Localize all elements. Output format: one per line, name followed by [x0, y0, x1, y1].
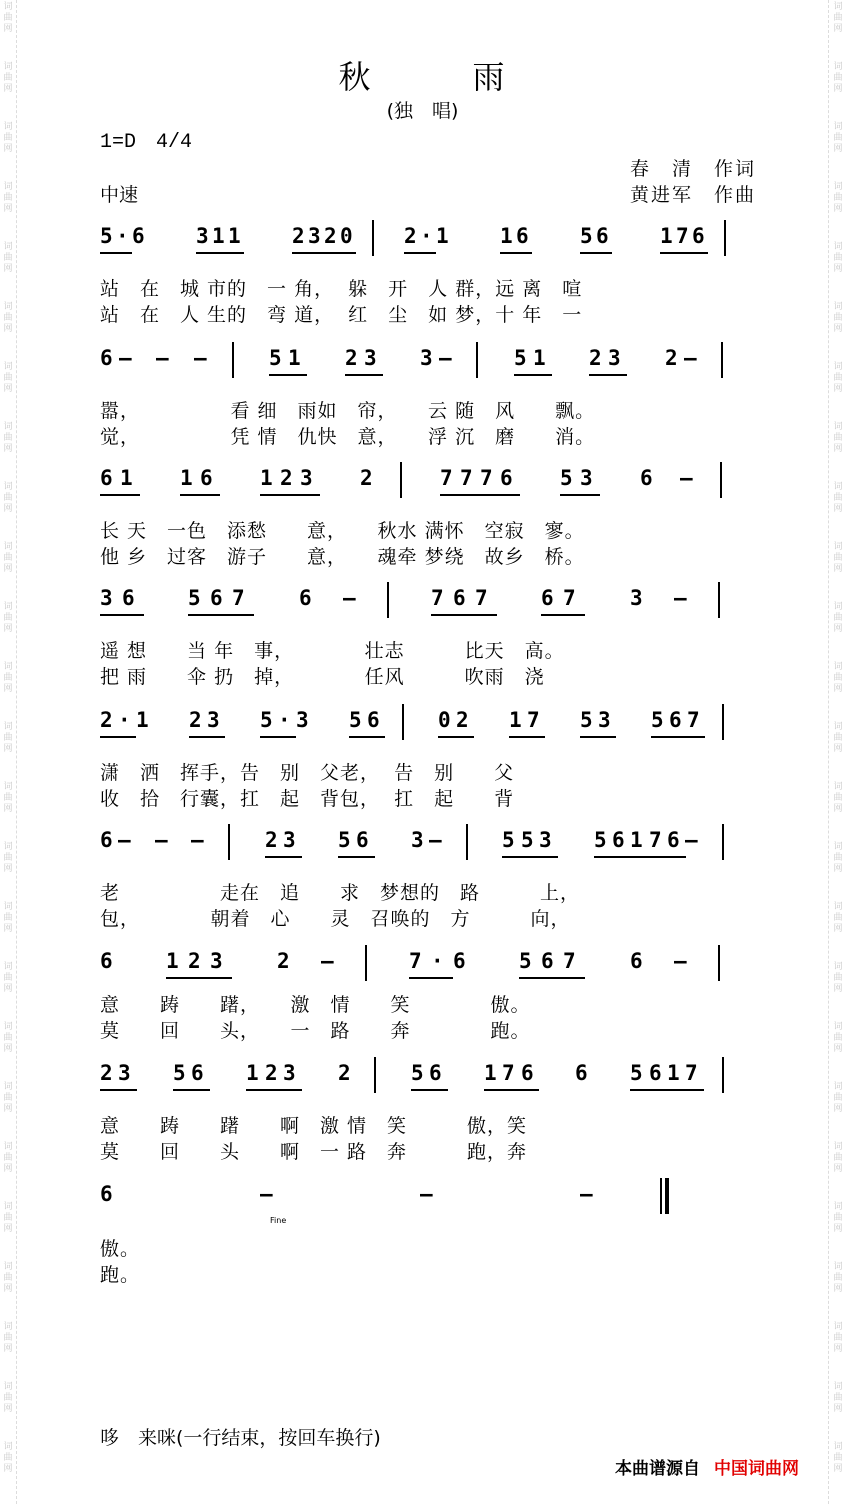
bar-line	[721, 342, 723, 378]
beam-line	[280, 494, 320, 496]
score-line-3	[100, 460, 740, 506]
lyric-line-8-verse-1: 意 踌 躇 啊 激 情 笑 傲，笑	[100, 1115, 528, 1137]
lyric-line-1-verse-1: 站 在 城 市的 一 角， 躲 开 人 群，远 离 喧	[100, 278, 583, 300]
note: —	[118, 828, 131, 852]
note: —	[685, 828, 698, 852]
note: 6	[356, 828, 369, 852]
note: —	[155, 828, 168, 852]
note: 6	[132, 224, 145, 248]
source-site-link[interactable]: 中国词曲网	[714, 1459, 799, 1479]
note: 6	[612, 828, 625, 852]
note: —	[680, 466, 693, 490]
note: —	[260, 1182, 273, 1206]
watermark-text: 词 曲 网	[3, 782, 13, 814]
note: 6	[521, 1061, 534, 1085]
note: 2	[345, 346, 358, 370]
watermark-text: 词 曲 网	[3, 422, 13, 454]
beam-line	[260, 736, 296, 738]
beam-line	[180, 494, 220, 496]
beam-line	[411, 1089, 448, 1091]
lyric-line-7-verse-1: 意 踌 躇， 激 情 笑 傲。	[100, 994, 531, 1016]
note: 1	[630, 828, 643, 852]
note: 2	[324, 224, 337, 248]
watermark-text: 词 曲 网	[3, 1322, 13, 1354]
note: 5	[411, 1061, 424, 1085]
note: 0	[340, 224, 353, 248]
note: 3	[608, 346, 621, 370]
note: 5	[630, 1061, 643, 1085]
note: 1	[180, 466, 193, 490]
lyric-line-9-verse-2: 跑。	[100, 1264, 141, 1286]
watermark-text: 词 曲 网	[833, 182, 843, 214]
watermark-text: 词 曲 网	[3, 62, 13, 94]
beam-line	[404, 252, 436, 254]
note: 5	[521, 828, 534, 852]
beam-line	[409, 977, 453, 979]
song-subtitle: (独 唱)	[386, 100, 459, 122]
beam-line	[189, 736, 225, 738]
note: 6	[692, 224, 705, 248]
beam-line	[188, 977, 232, 979]
beam-line	[100, 1089, 137, 1091]
watermark-text: 词 曲 网	[833, 902, 843, 934]
note: 1	[660, 224, 673, 248]
note: ·	[278, 708, 291, 732]
note: 3	[411, 828, 424, 852]
note: 5	[519, 949, 532, 973]
note: 2	[277, 949, 290, 973]
right-watermark-strip	[828, 0, 845, 1504]
beam-line	[349, 736, 385, 738]
note: —	[321, 949, 334, 973]
note: 3	[420, 346, 433, 370]
watermark-text: 词 曲 网	[833, 542, 843, 574]
beam-line	[269, 374, 307, 376]
note: 5	[349, 708, 362, 732]
watermark-text: 词 曲 网	[3, 902, 13, 934]
watermark-text: 词 曲 网	[3, 1142, 13, 1174]
note: 1	[288, 346, 301, 370]
note: 6	[453, 949, 466, 973]
watermark-text: 词 曲 网	[3, 542, 13, 574]
lyric-line-3-verse-2: 他 乡 过客 游子 意， 魂牵 梦绕 故乡 桥。	[100, 546, 585, 568]
bar-line	[365, 945, 367, 981]
lyric-line-2-verse-2: 觉， 凭 情 仇快 意， 浮 沉 磨 消。	[100, 426, 596, 448]
note: 1	[120, 466, 133, 490]
bar-line	[372, 220, 374, 256]
note: 5	[188, 586, 201, 610]
watermark-text: 词 曲 网	[3, 1382, 13, 1414]
note: 6	[299, 586, 312, 610]
note: 6	[100, 466, 113, 490]
note: 2	[189, 708, 202, 732]
note: 1	[509, 708, 522, 732]
bar-line	[722, 1057, 724, 1093]
note: 3	[118, 1061, 131, 1085]
watermark-text: 词 曲 网	[3, 602, 13, 634]
note: —	[156, 346, 169, 370]
beam-line	[212, 252, 244, 254]
note: 3	[630, 586, 643, 610]
beam-line	[509, 736, 545, 738]
watermark-text: 词 曲 网	[833, 1322, 843, 1354]
note: 6	[630, 949, 643, 973]
beam-line	[100, 614, 144, 616]
beam-line	[480, 494, 520, 496]
note: 5	[173, 1061, 186, 1085]
tempo-marking: 中速	[100, 184, 139, 206]
watermark-text: 词 曲 网	[3, 722, 13, 754]
watermark-text: 词 曲 网	[3, 1022, 13, 1054]
note: 2	[589, 346, 602, 370]
watermark-text: 词 曲 网	[3, 962, 13, 994]
note: 1	[533, 346, 546, 370]
bar-line	[718, 582, 720, 618]
key-signature: 1=D 4/4	[100, 131, 193, 154]
note: 7	[232, 586, 245, 610]
note: 7	[475, 586, 488, 610]
note: 1	[260, 466, 273, 490]
note: 7	[649, 828, 662, 852]
note: 1	[436, 224, 449, 248]
lyric-line-3-verse-1: 长 天 一色 添愁 意， 秋水 满怀 空寂 寥。	[100, 520, 585, 542]
watermark-text: 词 曲 网	[833, 362, 843, 394]
note: 7	[676, 224, 689, 248]
note: 5	[580, 224, 593, 248]
watermark-text: 词 曲 网	[3, 482, 13, 514]
score-line-9	[100, 1176, 740, 1222]
beam-line	[438, 736, 474, 738]
note: 7	[563, 949, 576, 973]
watermark-text: 词 曲 网	[833, 122, 843, 154]
beam-line	[676, 252, 708, 254]
fine-marking: Fine	[270, 1216, 287, 1225]
lyricist-credit: 春 清 作词	[630, 158, 757, 180]
watermark-text: 词 曲 网	[833, 482, 843, 514]
note: 3	[539, 828, 552, 852]
bar-line	[466, 824, 468, 860]
note: 5	[514, 346, 527, 370]
watermark-text: 词 曲 网	[833, 962, 843, 994]
bar-line	[228, 824, 230, 860]
note: 3	[100, 586, 113, 610]
note: 7	[431, 586, 444, 610]
song-title: 秋 雨	[338, 58, 507, 96]
watermark-text: 词 曲 网	[833, 1142, 843, 1174]
watermark-text: 词 曲 网	[833, 1442, 843, 1474]
note: 5	[338, 828, 351, 852]
note: —	[191, 828, 204, 852]
note: 2	[360, 466, 373, 490]
beam-line	[210, 614, 254, 616]
note: 2	[665, 346, 678, 370]
bar-line	[232, 342, 234, 378]
beam-line	[100, 252, 132, 254]
beam-line	[453, 614, 497, 616]
note: 2	[456, 708, 469, 732]
beam-line	[324, 252, 356, 254]
lyric-line-5-verse-1: 潇 洒 挥手，告 别 父老， 告 别 父	[100, 762, 515, 784]
watermark-text: 词 曲 网	[3, 842, 13, 874]
note: —	[580, 1182, 593, 1206]
lyric-line-5-verse-2: 收 拾 行囊，扛 起 背包， 扛 起 背	[100, 788, 515, 810]
lyric-line-6-verse-2: 包， 朝着 心 灵 召唤的 方 向，	[100, 908, 571, 930]
watermark-text: 词 曲 网	[833, 422, 843, 454]
watermark-text: 词 曲 网	[3, 1262, 13, 1294]
bar-line	[720, 462, 722, 498]
bar-line	[722, 824, 724, 860]
watermark-text: 词 曲 网	[3, 122, 13, 154]
note: 6	[100, 346, 113, 370]
bar-line	[722, 704, 724, 740]
watermark-text: 词 曲 网	[3, 1442, 13, 1474]
note: 6	[596, 224, 609, 248]
beam-line	[521, 856, 558, 858]
note: 6	[191, 1061, 204, 1085]
note: 7	[480, 466, 493, 490]
note: 2	[100, 708, 113, 732]
watermark-text: 词 曲 网	[833, 1262, 843, 1294]
note: 6	[541, 586, 554, 610]
note: —	[674, 949, 687, 973]
final-bar-thin	[660, 1178, 662, 1214]
watermark-text: 词 曲 网	[833, 722, 843, 754]
watermark-text: 词 曲 网	[833, 302, 843, 334]
note: ·	[116, 224, 129, 248]
note: 6	[640, 466, 653, 490]
watermark-text: 词 曲 网	[833, 1382, 843, 1414]
watermark-text: 词 曲 网	[3, 362, 13, 394]
input-hint-text: 哆 来咪(一行结束，按回车换行)	[100, 1427, 381, 1449]
note: 6	[429, 1061, 442, 1085]
beam-line	[589, 374, 627, 376]
note: 1	[500, 224, 513, 248]
watermark-text: 词 曲 网	[3, 662, 13, 694]
watermark-text: 词 曲 网	[3, 182, 13, 214]
note: 3	[283, 1061, 296, 1085]
note: —	[119, 346, 132, 370]
note: 7	[440, 466, 453, 490]
note: 5	[580, 708, 593, 732]
note: 6	[100, 828, 113, 852]
beam-line	[173, 1089, 210, 1091]
score-line-8	[100, 1055, 740, 1101]
note: 3	[364, 346, 377, 370]
note: 7	[687, 708, 700, 732]
score-line-5	[100, 702, 740, 748]
watermark-text: 词 曲 网	[833, 242, 843, 274]
note: —	[343, 586, 356, 610]
bar-line	[724, 220, 726, 256]
note: 5	[269, 346, 282, 370]
note: 1	[667, 1061, 680, 1085]
note: 6	[500, 466, 513, 490]
left-watermark-strip	[0, 0, 17, 1504]
watermark-text: 词 曲 网	[3, 1202, 13, 1234]
beam-line	[667, 1089, 704, 1091]
beam-line	[100, 494, 140, 496]
beam-line	[502, 1089, 539, 1091]
note: 6	[516, 224, 529, 248]
watermark-text: 词 曲 网	[833, 782, 843, 814]
note: 6	[649, 1061, 662, 1085]
note: 7	[502, 1061, 515, 1085]
lyric-line-6-verse-1: 老 走在 追 求 梦想的 路 上，	[100, 882, 581, 904]
score-line-2	[100, 340, 740, 386]
note: 5	[560, 466, 573, 490]
watermark-text: 词 曲 网	[3, 1082, 13, 1114]
score-line-7	[100, 943, 740, 989]
beam-line	[580, 252, 612, 254]
bar-line	[402, 704, 404, 740]
watermark-text: 词 曲 网	[833, 842, 843, 874]
bar-line	[718, 945, 720, 981]
note: 6	[541, 949, 554, 973]
note: 6	[453, 586, 466, 610]
note: 2	[265, 1061, 278, 1085]
bar-line	[374, 1057, 376, 1093]
watermark-text: 词 曲 网	[833, 62, 843, 94]
note: 7	[409, 949, 422, 973]
note: 3	[210, 949, 223, 973]
bar-line	[400, 462, 402, 498]
note: 1	[484, 1061, 497, 1085]
note: 6	[210, 586, 223, 610]
beam-line	[649, 856, 686, 858]
note: 6	[100, 1182, 113, 1206]
note: 5	[260, 708, 273, 732]
score-line-6	[100, 822, 740, 868]
note: 2	[100, 1061, 113, 1085]
note: 3	[296, 708, 309, 732]
watermark-text: 词 曲 网	[833, 1082, 843, 1114]
bar-line	[387, 582, 389, 618]
beam-line	[265, 856, 302, 858]
note: —	[439, 346, 452, 370]
note: 5	[100, 224, 113, 248]
note: ·	[420, 224, 433, 248]
note: —	[684, 346, 697, 370]
note: 6	[575, 1061, 588, 1085]
beam-line	[560, 494, 600, 496]
note: 2	[188, 949, 201, 973]
source-label: 本曲谱源自	[615, 1459, 700, 1479]
beam-line	[345, 374, 383, 376]
final-bar-thick	[665, 1178, 669, 1214]
note: ·	[431, 949, 444, 973]
watermark-text: 词 曲 网	[3, 242, 13, 274]
note: 2	[338, 1061, 351, 1085]
note: 1	[212, 224, 225, 248]
note: 5	[502, 828, 515, 852]
score-line-1	[100, 218, 740, 264]
note: 3	[580, 466, 593, 490]
note: 5	[651, 708, 664, 732]
note: 3	[308, 224, 321, 248]
note: 1	[166, 949, 179, 973]
lyric-line-8-verse-2: 莫 回 头 啊 一 路 奔 跑，奔	[100, 1141, 528, 1163]
source-attribution	[615, 1454, 799, 1479]
note: 2	[292, 224, 305, 248]
beam-line	[514, 374, 552, 376]
beam-line	[541, 977, 585, 979]
note: ·	[118, 708, 131, 732]
note: 3	[300, 466, 313, 490]
note: 0	[438, 708, 451, 732]
composer-credit: 黄进军 作曲	[630, 184, 757, 206]
note: 2	[280, 466, 293, 490]
watermark-text: 词 曲 网	[3, 302, 13, 334]
note: 6	[200, 466, 213, 490]
lyric-line-9-verse-1: 傲。	[100, 1238, 141, 1260]
beam-line	[100, 736, 136, 738]
lyric-line-2-verse-1: 嚣， 看 细 雨如 帘， 云 随 风 飘。	[100, 400, 596, 422]
watermark-text: 词 曲 网	[833, 602, 843, 634]
bar-line	[476, 342, 478, 378]
lyric-line-4-verse-1: 遥 想 当 年 事， 壮志 比天 高。	[100, 640, 565, 662]
note: 6	[367, 708, 380, 732]
lyric-line-1-verse-2: 站 在 人 生的 弯 道， 红 尘 如 梦，十 年 一	[100, 304, 583, 326]
note: 6	[669, 708, 682, 732]
watermark-text: 词 曲 网	[833, 2, 843, 34]
note: 7	[527, 708, 540, 732]
watermark-text: 词 曲 网	[3, 2, 13, 34]
note: 6	[122, 586, 135, 610]
score-line-4	[100, 580, 740, 626]
beam-line	[541, 614, 585, 616]
watermark-text: 词 曲 网	[833, 1202, 843, 1234]
note: 1	[228, 224, 241, 248]
note: 3	[598, 708, 611, 732]
note: 1	[246, 1061, 259, 1085]
note: —	[429, 828, 442, 852]
watermark-text: 词 曲 网	[833, 662, 843, 694]
lyric-line-4-verse-2: 把 雨 伞 扔 掉， 任风 吹雨 浇	[100, 666, 545, 688]
note: 1	[136, 708, 149, 732]
note: 5	[594, 828, 607, 852]
beam-line	[338, 856, 375, 858]
note: 7	[563, 586, 576, 610]
lyric-line-7-verse-2: 莫 回 头， 一 路 奔 跑。	[100, 1020, 531, 1042]
beam-line	[265, 1089, 302, 1091]
beam-line	[500, 252, 532, 254]
note: —	[194, 346, 207, 370]
note: 3	[196, 224, 209, 248]
note: 7	[685, 1061, 698, 1085]
note: 7	[460, 466, 473, 490]
note: —	[674, 586, 687, 610]
note: —	[420, 1182, 433, 1206]
note: 6	[100, 949, 113, 973]
note: 2	[265, 828, 278, 852]
note: 3	[283, 828, 296, 852]
note: 6	[667, 828, 680, 852]
watermark-text: 词 曲 网	[833, 1022, 843, 1054]
note: 3	[207, 708, 220, 732]
beam-line	[580, 736, 616, 738]
beam-line	[669, 736, 705, 738]
note: 2	[404, 224, 417, 248]
